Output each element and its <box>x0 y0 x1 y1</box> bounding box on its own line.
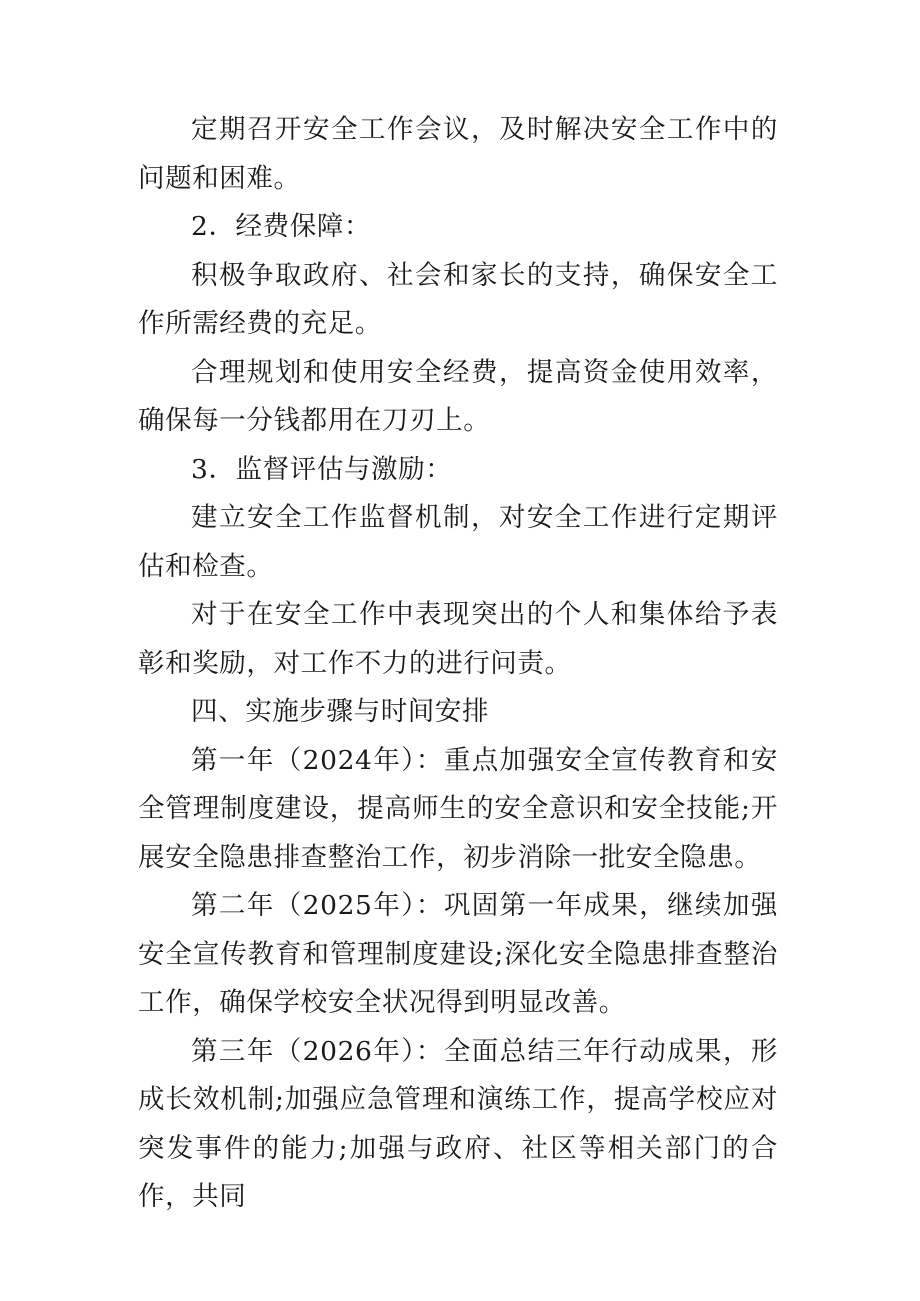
paragraph-supervision-mechanism: 建立安全工作监督机制，对安全工作进行定期评估和检查。 <box>138 502 778 582</box>
paragraph-year-three: 第三年（2026年）：全面总结三年行动成果，形成长效机制;加强应急管理和演练工作，提高学校应对突发事件的能力;加强与政府、社区等相关部门的合作，共同 <box>138 1035 778 1212</box>
document-body <box>138 106 778 1222</box>
paragraph-incentives: 对于在安全工作中表现突出的个人和集体给予表彰和奖励，对工作不力的进行问责。 <box>138 599 778 679</box>
paragraph-year-one: 第一年（2024年）：重点加强安全宣传教育和安全管理制度建设，提高师生的安全意识和安全技能;开展安全隐患排查整治工作，初步消除一批安全隐患。 <box>138 744 778 873</box>
heading-funding: 2．经费保障： <box>191 211 372 242</box>
paragraph-year-two: 第二年（2025年）：巩固第一年成果，继续加强安全宣传教育和管理制度建设;深化安全隐患排查整治工作，确保学校安全状况得到明显改善。 <box>138 890 778 1018</box>
paragraph-meeting: 定期召开安全工作会议，及时解决安全工作中的问题和困难。 <box>138 114 778 194</box>
heading-supervision: 3．监督评估与激励： <box>191 453 453 485</box>
paragraph-funding-support: 积极争取政府、社会和家长的支持，确保安全工作所需经费的充足。 <box>138 259 778 339</box>
section-heading-implementation: 四、实施步骤与时间安排 <box>191 696 490 727</box>
paragraph-funding-usage: 合理规划和使用安全经费，提高资金使用效率，确保每一分钱都用在刀刃上。 <box>138 356 778 436</box>
